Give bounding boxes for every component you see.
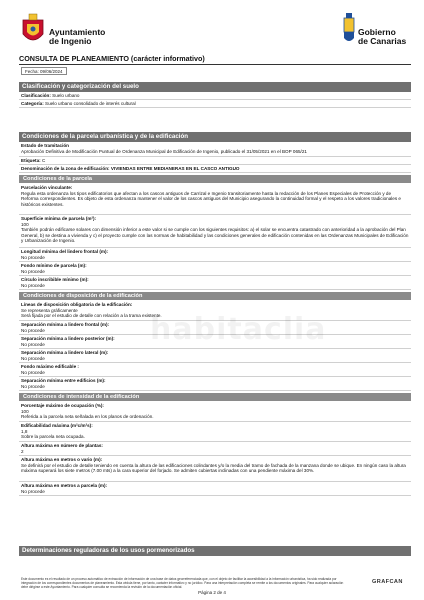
separacion-posterior: Separación mínima a lindero posterior (m): No procede [19,336,411,349]
altura-plantas: Altura máxima en número de plantas: 2 [19,443,411,456]
etiqueta-row: Etiqueta: C [19,158,411,165]
fondo-maximo: Fondo máximo edificable : No procede [19,364,411,377]
estado-tramitacion: Estado de tramitación Aprobación Definitiva de Modificación Puntual de Ordenanza Municipal de Edificación de Ingenio, publicado el 31/05/2021 en el BOP 065/21 [19,143,411,157]
altura-metros: Altura máxima en metros o vario (m): Se definirá por el estudio de detalle teniendo en cuenta la altura de las edificaciones colindantes y/o la media del tramo de fachada de la manzana donde se ubique. En ningún caso la altura máxima superará los siete metros (7.00 mts) a la cara superior del forjado. Se admiten cubiertas inclinadas con una pendiente máxima del 30%. [19,457,411,482]
subsection-intensidad-header: Condiciones de intensidad de la edificación [19,393,411,401]
parcelacion-vinculante: Parcelación vinculante: Regula esta ordenanza los tipos edificatorios que afectan a los cascos antiguos de Carrizal e Ingenio transitoriamente hasta la redacción de los Planes Especiales de Protección y de Reforma correspondientes. Es objeto de esta ordenanza mantener el valor de los cascos antiguos del Municipio asegurando la continuidad formal y el respeto a los valores tradicionales e históricos existentes. [19,185,411,215]
subsection-parcela-header: Condiciones de la parcela [19,175,411,183]
watermark: habitaclia [150,312,327,347]
separacion-lateral: Separación mínima a lindero lateral (m): No procede [19,350,411,363]
superficie-minima: Superficie mínima de parcela (m²): 100 También podrán edificarse solares con dimensión inferior a este valor si se cumple con los siguientes requisitos: a) el solar se encuentra catastrado con anterioridad a la aprobación del Plan General, b) se destina a vivienda y c) el proyecto cumple con las normas de habitabilidad y las condiciones generales de edificación contenidas en las Ordenanzas Municipales de Edificación y Urbanización de Ingenio. [19,216,411,248]
ingenio-coat-of-arms-icon [20,12,46,46]
grafcan-logo: GRAFCAN [372,579,403,585]
document-title: CONSULTA DE PLANEAMIENTO (carácter informativo) [19,54,411,65]
ayuntamiento-name: Ayuntamiento de Ingenio [49,27,106,46]
circulo-inscribible: Círculo inscribible mínimo (m): No procede [19,277,411,290]
gobierno-canarias-emblem-icon [343,12,355,46]
separacion-edificios: Separación mínima entre edificios (m): No procede [19,378,411,391]
edificabilidad-maxima: Edificabilidad máxima (m²c/m²s): 1,8 Sobre la parcela neta ocupada. [19,423,411,442]
section-clasificacion-header: Clasificación y categorización del suelo [19,82,411,92]
page-header [0,0,424,60]
clasificacion-row: Clasificación: Suelo urbano [19,93,411,100]
fondo-minimo: Fondo mínimo de parcela (m): No procede [19,263,411,276]
longitud-minima: Longitud mínima del lindero frontal (m): No procede [19,249,411,262]
altura-parcela: Altura máxima en metros a parcela (m): No procede [19,483,411,496]
categoria-row: Categoría: Suelo urbano consolidado de interés cultural [19,101,411,108]
lineas-disposicion: Líneas de disposición obligatoria de la edificación: Se representa gráficamente Será fijada por el estudio de detalle con relación a la trama existente. [19,302,411,321]
gobierno-canarias-name: Gobierno de Canarias [358,27,407,46]
section-condiciones-header: Condiciones de la parcela urbanística y de la edificación [19,132,411,142]
date-box: Fecha: 09/06/2024 [21,67,67,75]
porcentaje-ocupacion: Porcentaje máximo de ocupación (%): 100 Referida a la parcela neta señalada en los planos de ordenación. [19,403,411,422]
denominacion-row: Denominación de la zona de edificación: VIVIENDAS ENTRE MEDIANERAS EN EL CASCO ANTIGUO [19,166,411,173]
separacion-frontal: Separación mínima a lindero frontal (m): No procede [19,322,411,335]
section-usos-header: Determinaciones reguladoras de los usos pormenorizados [19,546,411,556]
page-number: Página 2 de 4 [198,590,226,595]
subsection-disposicion-header: Condiciones de disposición de la edificación [19,292,411,300]
footer-disclaimer: Este documento es el resultado de un proceso automático de extracción de información de una base de datos georreferenciada que, con el objeto de facilitar la accesibilidad a la información urbanística, ha sido realizada por integración de los correspondientes documentos de planeamiento. Esta cédula tiene, por tanto, carácter informativo y no jurídico. Para una interpretación completa se remite a los documentos originales. Para cualquier aclaración debe dirigirse a este Ayuntamiento. Para cualquier consulta se recomienda la revisión de la documentación oficial. [21,577,344,589]
